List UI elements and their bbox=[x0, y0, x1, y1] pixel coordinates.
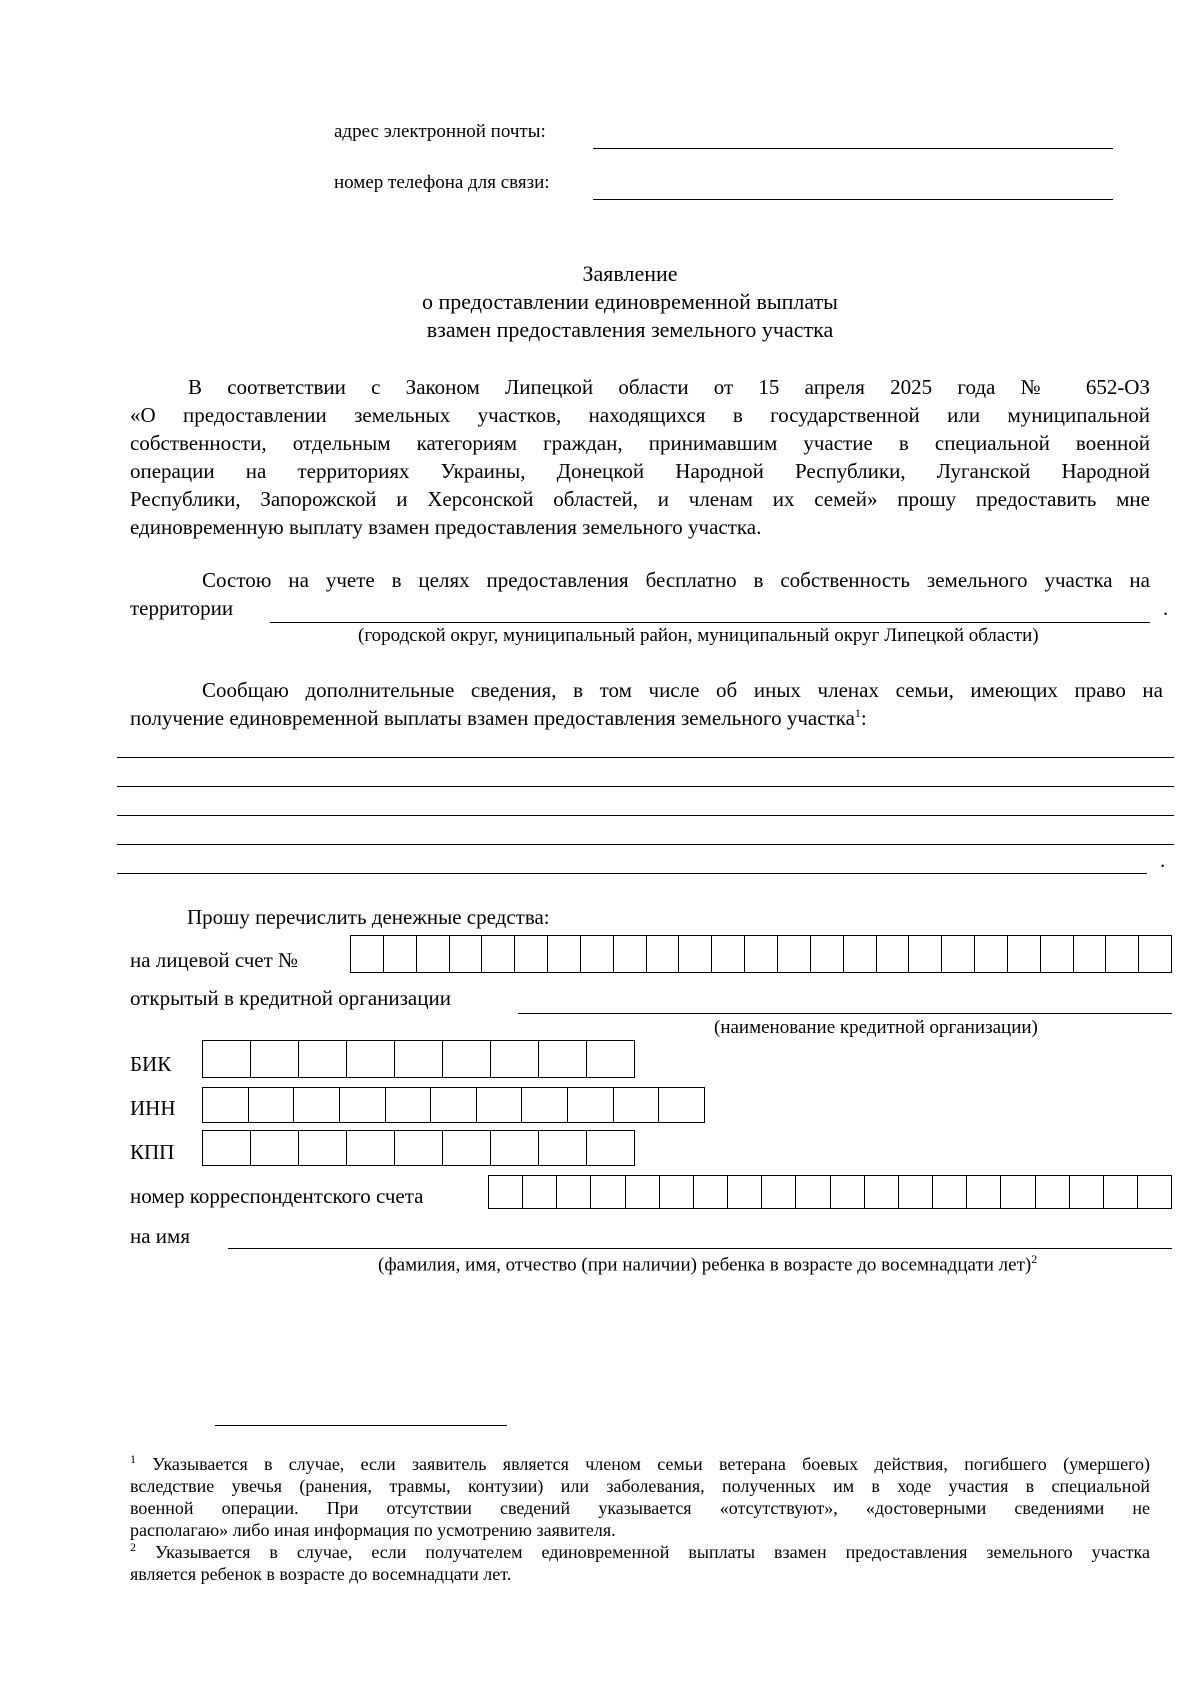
additional-colon: : bbox=[860, 706, 867, 730]
additional-field-line[interactable] bbox=[117, 815, 1174, 816]
inn-boxes[interactable] bbox=[202, 1087, 705, 1123]
footnote-2-line: является ребенок в возрасте до восемнадцати лет. bbox=[130, 1564, 512, 1584]
account-number-boxes[interactable] bbox=[350, 935, 1172, 973]
document-subtitle-1: о предоставлении единовременной выплаты bbox=[422, 289, 838, 314]
corr-account-label: номер корреспондентского счета bbox=[130, 1184, 424, 1208]
footnote-1-line: военной операции. При отсутствии сведений указывается «отсутствуют», «достоверными сведениями не bbox=[130, 1498, 1150, 1518]
recipient-name-hint-text: (фамилия, имя, отчество (при наличии) ребенка в возрасте до восемнадцати лет) bbox=[378, 1254, 1032, 1276]
footnote-1-line-text: Указывается в случае, если заявитель является членом семьи ветерана боевых действия, погибшего (умершего) bbox=[152, 1454, 1150, 1474]
recipient-name-field[interactable] bbox=[228, 1248, 1172, 1249]
bank-name-hint: (наименование кредитной организации) bbox=[714, 1017, 1038, 1038]
footnote-2-line-text: Указывается в случае, если получателем единовременной выплаты взамен предоставления земельного участка bbox=[154, 1542, 1151, 1562]
kpp-label: КПП bbox=[130, 1140, 175, 1164]
account-label: на лицевой счет № bbox=[130, 948, 299, 972]
footnote-separator bbox=[215, 1425, 507, 1426]
registration-text: Состою на учете в целях предоставления бесплатно в собственность земельного участка на bbox=[202, 568, 1150, 592]
document-subtitle-2: взамен предоставления земельного участка bbox=[426, 317, 834, 342]
additional-field-line[interactable] bbox=[117, 844, 1174, 845]
territory-label: территории bbox=[130, 596, 234, 620]
payment-header: Прошу перечислить денежные средства: bbox=[187, 905, 550, 929]
footnote-ref-2: 2 bbox=[1031, 1252, 1038, 1266]
bik-label: БИК bbox=[130, 1052, 172, 1076]
footnote-1 bbox=[130, 1448, 1150, 1541]
intro-line: В соответствии с Законом Липецкой области от 15 апреля 2025 года № 652-ОЗ bbox=[188, 375, 1150, 399]
footnote-ref-1: 1 bbox=[854, 706, 861, 720]
document-title: Заявление bbox=[582, 261, 678, 286]
footnote-2-mark: 2 bbox=[130, 1540, 136, 1554]
intro-line: «О предоставлении земельных участков, находящихся в государственной или муниципальной bbox=[130, 403, 1150, 427]
intro-line: собственности, отдельным категориям граждан, принимавшим участие в специальной военной bbox=[130, 431, 1150, 455]
recipient-name-hint bbox=[378, 1252, 1037, 1276]
territory-end-dot: . bbox=[1163, 596, 1169, 620]
additional-field-line[interactable] bbox=[117, 786, 1174, 787]
intro-line: Республики, Запорожской и Херсонской областей, и членам их семей» прошу предоставить мне bbox=[130, 487, 1150, 511]
territory-hint: (городской округ, муниципальный район, муниципальный округ Липецкой области) bbox=[358, 625, 1039, 646]
email-field[interactable] bbox=[593, 148, 1113, 149]
inn-label: ИНН bbox=[130, 1096, 176, 1120]
corr-account-boxes[interactable] bbox=[488, 1175, 1172, 1209]
email-label: адрес электронной почты: bbox=[334, 121, 546, 142]
recipient-name-label: на имя bbox=[130, 1224, 190, 1248]
bank-label: открытый в кредитной организации bbox=[130, 986, 451, 1010]
footnote-1-line: располагаю» либо иная информация по усмотрению заявителя. bbox=[130, 1520, 616, 1540]
footnote-1-line bbox=[130, 1448, 1150, 1475]
additional-text-2 bbox=[130, 706, 867, 731]
territory-field[interactable] bbox=[270, 622, 1150, 623]
footnote-1-line: вследствие увечья (ранения, травмы, контузии) или заболевания, полученных им в ходе участия в специальной bbox=[130, 1476, 1150, 1496]
bank-name-field[interactable] bbox=[518, 1013, 1172, 1014]
phone-field[interactable] bbox=[593, 199, 1113, 200]
footnote-2-line bbox=[130, 1536, 1150, 1563]
intro-line: операции на территориях Украины, Донецкой Народной Республики, Луганской Народной bbox=[130, 459, 1150, 483]
additional-field-line[interactable] bbox=[117, 757, 1174, 758]
additional-end-dot: . bbox=[1160, 848, 1166, 872]
intro-line: единовременную выплату взамен предоставления земельного участка. bbox=[130, 515, 762, 539]
kpp-boxes[interactable] bbox=[202, 1130, 635, 1166]
intro-paragraph bbox=[130, 373, 1150, 541]
additional-text-line2: получение единовременной выплаты взамен предоставления земельного участка bbox=[130, 706, 855, 730]
footnote-2 bbox=[130, 1536, 1150, 1585]
additional-field-line[interactable] bbox=[117, 873, 1147, 874]
bik-boxes[interactable] bbox=[202, 1040, 635, 1078]
footnote-1-mark: 1 bbox=[130, 1452, 136, 1466]
phone-label: номер телефона для связи: bbox=[334, 172, 550, 193]
additional-text: Сообщаю дополнительные сведения, в том числе об иных членах семьи, имеющих право на bbox=[202, 678, 1163, 702]
